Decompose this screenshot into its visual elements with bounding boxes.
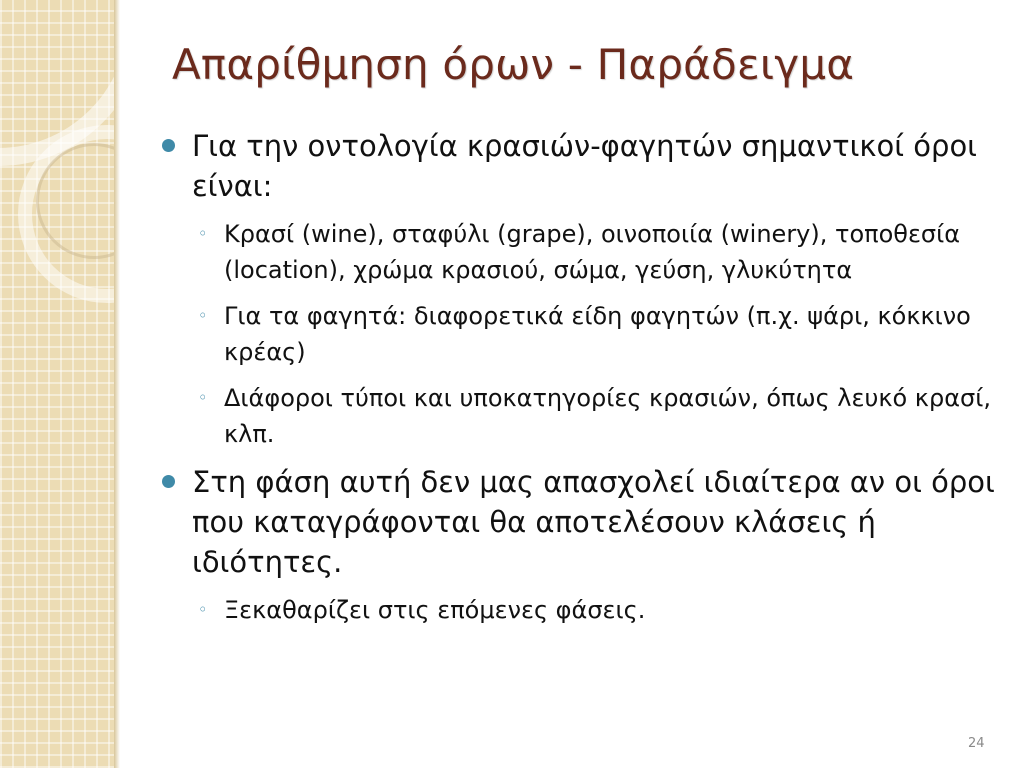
sub-bullet-item [162, 216, 1002, 288]
sub-bullet-text: Κρασί (wine), σταφύλι (grape), οινοποιία (winery), τοποθεσία (location), χρώμα κρασιού, σώμα, γεύση, γλυκύτητα [224, 220, 961, 284]
sub-bullet-circle-icon: ◦ [198, 600, 208, 619]
sub-bullet-circle-icon: ◦ [198, 388, 208, 407]
bullet-text: Στη φάση αυτή δεν μας απασχολεί ιδιαίτερα αν οι όροι που καταγράφονται θα αποτελέσουν κλάσεις ή ιδιότητες. [192, 465, 995, 579]
sub-bullet-circle-icon: ◦ [198, 306, 208, 325]
decorative-side-band [0, 0, 114, 768]
sub-bullet-text: Για τα φαγητά: διαφορετικά είδη φαγητών (π.χ. ψάρι, κόκκινο κρέας) [224, 302, 971, 366]
sub-bullet-item [162, 298, 1002, 370]
sub-bullet-list [162, 216, 1002, 452]
sub-bullet-text: Διάφοροι τύποι και υποκατηγορίες κρασιών, όπως λευκό κρασί, κλπ. [224, 384, 991, 448]
sub-bullet-list [162, 592, 1002, 628]
bullet-item [162, 462, 1002, 582]
sub-bullet-item [162, 592, 1002, 628]
bullet-dot-icon [162, 475, 175, 488]
sub-bullet-text: Ξεκαθαρίζει στις επόμενες φάσεις. [224, 596, 646, 624]
bullet-text: Για την οντολογία κρασιών-φαγητών σημαντικοί όροι είναι: [192, 129, 977, 203]
sub-bullet-item [162, 380, 1002, 452]
bullet-dot-icon [162, 139, 175, 152]
slide-title: Απαρίθμηση όρων - Παράδειγμα [172, 40, 855, 89]
bullet-item [162, 126, 1002, 206]
slide-content [162, 126, 1002, 638]
band-edge [114, 0, 120, 768]
sub-bullet-circle-icon: ◦ [198, 224, 208, 243]
page-number: 24 [968, 736, 985, 751]
